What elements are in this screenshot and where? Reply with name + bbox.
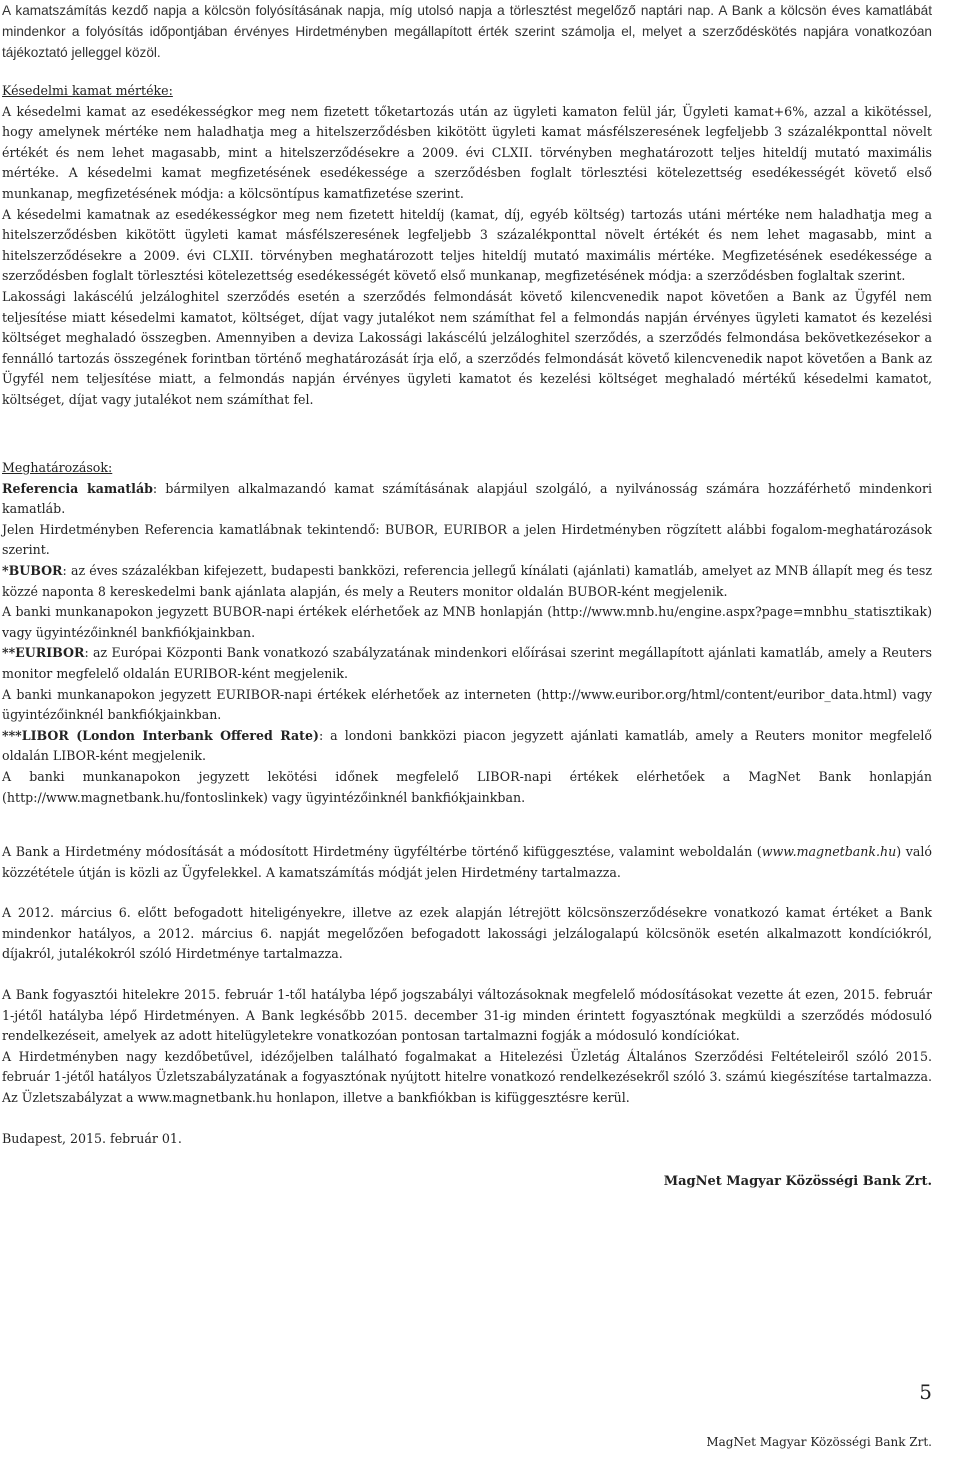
late-interest-paragraph-1: A késedelmi kamat az esedékességkor meg nem fizetett tőketartozás után az ügyleti kamaton felül jár, Ügyleti kamat+6%, azzal a kikötéssel, hogy amelynek mértéke nem haladhatja meg a hitelszerződésben kikötött ügyleti kamat másfélszeresének legfeljebb 3 százalékponttal növelt értékét és nem lehet magasabb, mint a hitelszerződésekre a 2009. évi CLXII. törvényben meghatározott teljes hiteldíj mutató maximális mértéke. A késedelmi kamat megfizetésének esedékessége a szerződésben foglalt törlesztési kötelezettség esedékességét követő első munkanap, megfizetésének módja: a kölcsöntípus kamatfizetése szerint.	[2, 103, 932, 201]
definitions-heading: Meghatározások:	[2, 460, 113, 475]
consumer-credit-paragraph: A Bank fogyasztói hitelekre 2015. február 1-től hatályba lépő jogszabályi változásoknak megfelelő módosításokat vezette át ezen, 2015. február 1-jétől hatályba lépő Hirdetményen. A Bank legkésőbb 2015. december 31-ig minden érintett fogyasztónak megküldi a szerződés módosuló rendelkezéseit, amelyek az adott hitelügyletekre vonatkozóan pontosan tartalmazni fogják a módosuló kondíciókat.	[2, 987, 932, 1044]
late-interest-heading: Késedelmi kamat mértéke:	[2, 83, 173, 98]
euribor-term: **EURIBOR	[2, 645, 85, 661]
reference-rate-list: Jelen Hirdetményben Referencia kamatlábnak tekintendő: BUBOR, EURIBOR a jelen Hirdetményben rögzített alábbi fogalom-meghatározások szerint.	[2, 521, 932, 558]
page-number: 5	[919, 1380, 932, 1404]
late-interest-paragraph-2: A késedelmi kamatnak az esedékességkor meg nem fizetett hiteldíj (kamat, díj, egyéb költség) tartozás utáni mértéke nem haladhatja meg a hitelszerződésben kikötött ügyleti kamat másfélszeresének legfeljebb 3 százalékponttal növelt értékét és nem lehet magasabb, mint a hitelszerződésekre a 2009. évi CLXII. törvényben meghatározott teljes hiteldíj mutató maximális mértéke. Megfizetésének esedékessége a szerződésben foglalt törlesztési kötelezettség esedékességét követő első munkanap, megfizetésének módja: a szerződésben foglaltak szerint.	[2, 206, 932, 284]
libor-source: A banki munkanapokon jegyzett lekötési időnek megfelelő LIBOR-napi értékek elérhetőek a MagNet Bank honlapján (http://www.magnetbank.hu/fontoslinkek) vagy ügyintézőinknél bankfiókjainkban.	[2, 768, 932, 805]
legacy-loans-paragraph: A 2012. március 6. előtt befogadott hiteligényekre, illetve az ezek alapján létrejött kölcsönszerződésekre vonatkozó kamat értéket a Bank mindenkor hatályos, a 2012. március 6. napját megelőzően befogadott lakossági jelzálogalapú kölcsönök esetén alkalmazott kondíciókról, díjakról, jutalékokról szóló Hirdetménye tartalmazza.	[2, 905, 932, 962]
place-date: Budapest, 2015. február 01.	[2, 1130, 182, 1146]
bubor-term: *BUBOR	[2, 562, 63, 578]
libor-term: ***LIBOR (London Interbank Offered Rate)	[2, 727, 319, 743]
footer-company: MagNet Magyar Közösségi Bank Zrt.	[706, 1435, 932, 1449]
modification-text-a: A Bank a Hirdetmény módosítását a módosított Hirdetmény ügyféltérbe történő kifüggesztése, valamint weboldalán (	[2, 844, 762, 860]
definitions-section	[2, 458, 932, 1149]
reference-rate-text: : bármilyen alkalmazandó kamat számításának alapjául szolgáló, a nyilvánosság számára hozzáférhető mindenkori kamatláb.	[2, 480, 932, 517]
intro-paragraph: A kamatszámítás kezdő napja a kölcsön folyósításának napja, míg utolsó napja a törlesztést megelőző naptári nap. A Bank a kölcsön éves kamatlábát mindenkor a folyósítás időpontjában érvényes Hirdetményben megállapított érték szerint számolja el, melyet a szerződéskötés napjára vonatkozóan tájékoztató jelleggel közöl.	[2, 3, 932, 60]
bubor-definition	[2, 561, 932, 602]
website-link[interactable]: www.magnetbank.hu	[761, 844, 897, 860]
reference-rate-term: Referencia kamatláb	[2, 480, 153, 496]
euribor-definition	[2, 643, 932, 684]
reference-rate-definition	[2, 479, 932, 520]
modification-text-b: ) való közzététele útján is közli az Ügyfelekkel. A kamatszámítás módját jelen Hirdetmény tartalmazza.	[2, 844, 933, 880]
libor-text: : a londoni bankközi piacon jegyzett ajánlati kamatláb, amely a Reuters monitor megfelelő oldalán LIBOR-ként megjelenik.	[2, 727, 932, 764]
bubor-source: A banki munkanapokon jegyzett BUBOR-napi értékek elérhetőek az MNB honlapján (http://www.mnb.hu/engine.aspx?page=mnbhu_statisztikak) vagy ügyintézőinknél bankfiókjainkban.	[2, 604, 932, 640]
late-interest-paragraph-3: Lakossági lakáscélú jelzáloghitel szerződés esetén a szerződés felmondását követő kilencvenedik napot követően a Bank az Ügyfél nem teljesítése miatt késedelmi kamatot, költséget, díjat vagy jutalékot nem számíthat fel a felmondás napján érvényes ügyleti kamatot és kezelési költséget meghaladó összegben. Amennyiben a deviza Lakossági lakáscélú jelzáloghitel szerződés, a szerződés felmondása bekövetkezésekor a fennálló tartozás összegének forintban történő meghatározását írja elő, a szerződés felmondását követő kilencvenedik napot követően a Bank az Ügyfél nem teljesítése miatt, a felmondás napján érvényes ügyleti kamatot és kezelési költséget meghaladó mértékű késedelmi kamatot, költséget, díjat vagy jutalékot nem számíthat fel.	[2, 288, 932, 407]
libor-definition	[2, 726, 932, 767]
euribor-source: A banki munkanapokon jegyzett EURIBOR-napi értékek elérhetőek az interneten (http://www.euribor.org/html/content/euribor_data.html) vagy ügyintézőinknél bankfiókjainkban.	[2, 686, 932, 723]
late-interest-section	[2, 81, 932, 411]
modification-paragraph	[2, 842, 932, 883]
terms-paragraph: A Hirdetményben nagy kezdőbetűvel, idézőjelben található fogalmakat a Hitelezési Üzletág Általános Szerződési Feltételeiről szóló 2015. február 1-jétől hatályos Üzletszabályzatának a fogyasztónak nyújtott hitelre vonatkozó rendelkezésekről szóló 3. számú kiegészítése tartalmazza. Az Üzletszabályzat a www.magnetbank.hu honlapon, illetve a bankfiókban is kifüggesztésre kerül.	[2, 1048, 932, 1106]
signature-company: MagNet Magyar Közösségi Bank Zrt.	[663, 1174, 932, 1189]
bubor-text: : az éves százalékban kifejezett, budapesti bankközi, referencia jellegű kínálati (ajánlati) kamatláb, amelyet az MNB állapít meg és tesz közzé naponta 8 kereskedelmi bank ajánlata alapján, és mely a Reuters monitor oldalán BUBOR-ként megjelenik.	[2, 562, 932, 599]
euribor-text: : az Európai Központi Bank vonatkozó szabályzatának mindenkori előírásai szerint megállapított ajánlati kamatláb, amely a Reuters monitor megfelelő oldalán EURIBOR-ként megjelenik.	[2, 645, 932, 681]
